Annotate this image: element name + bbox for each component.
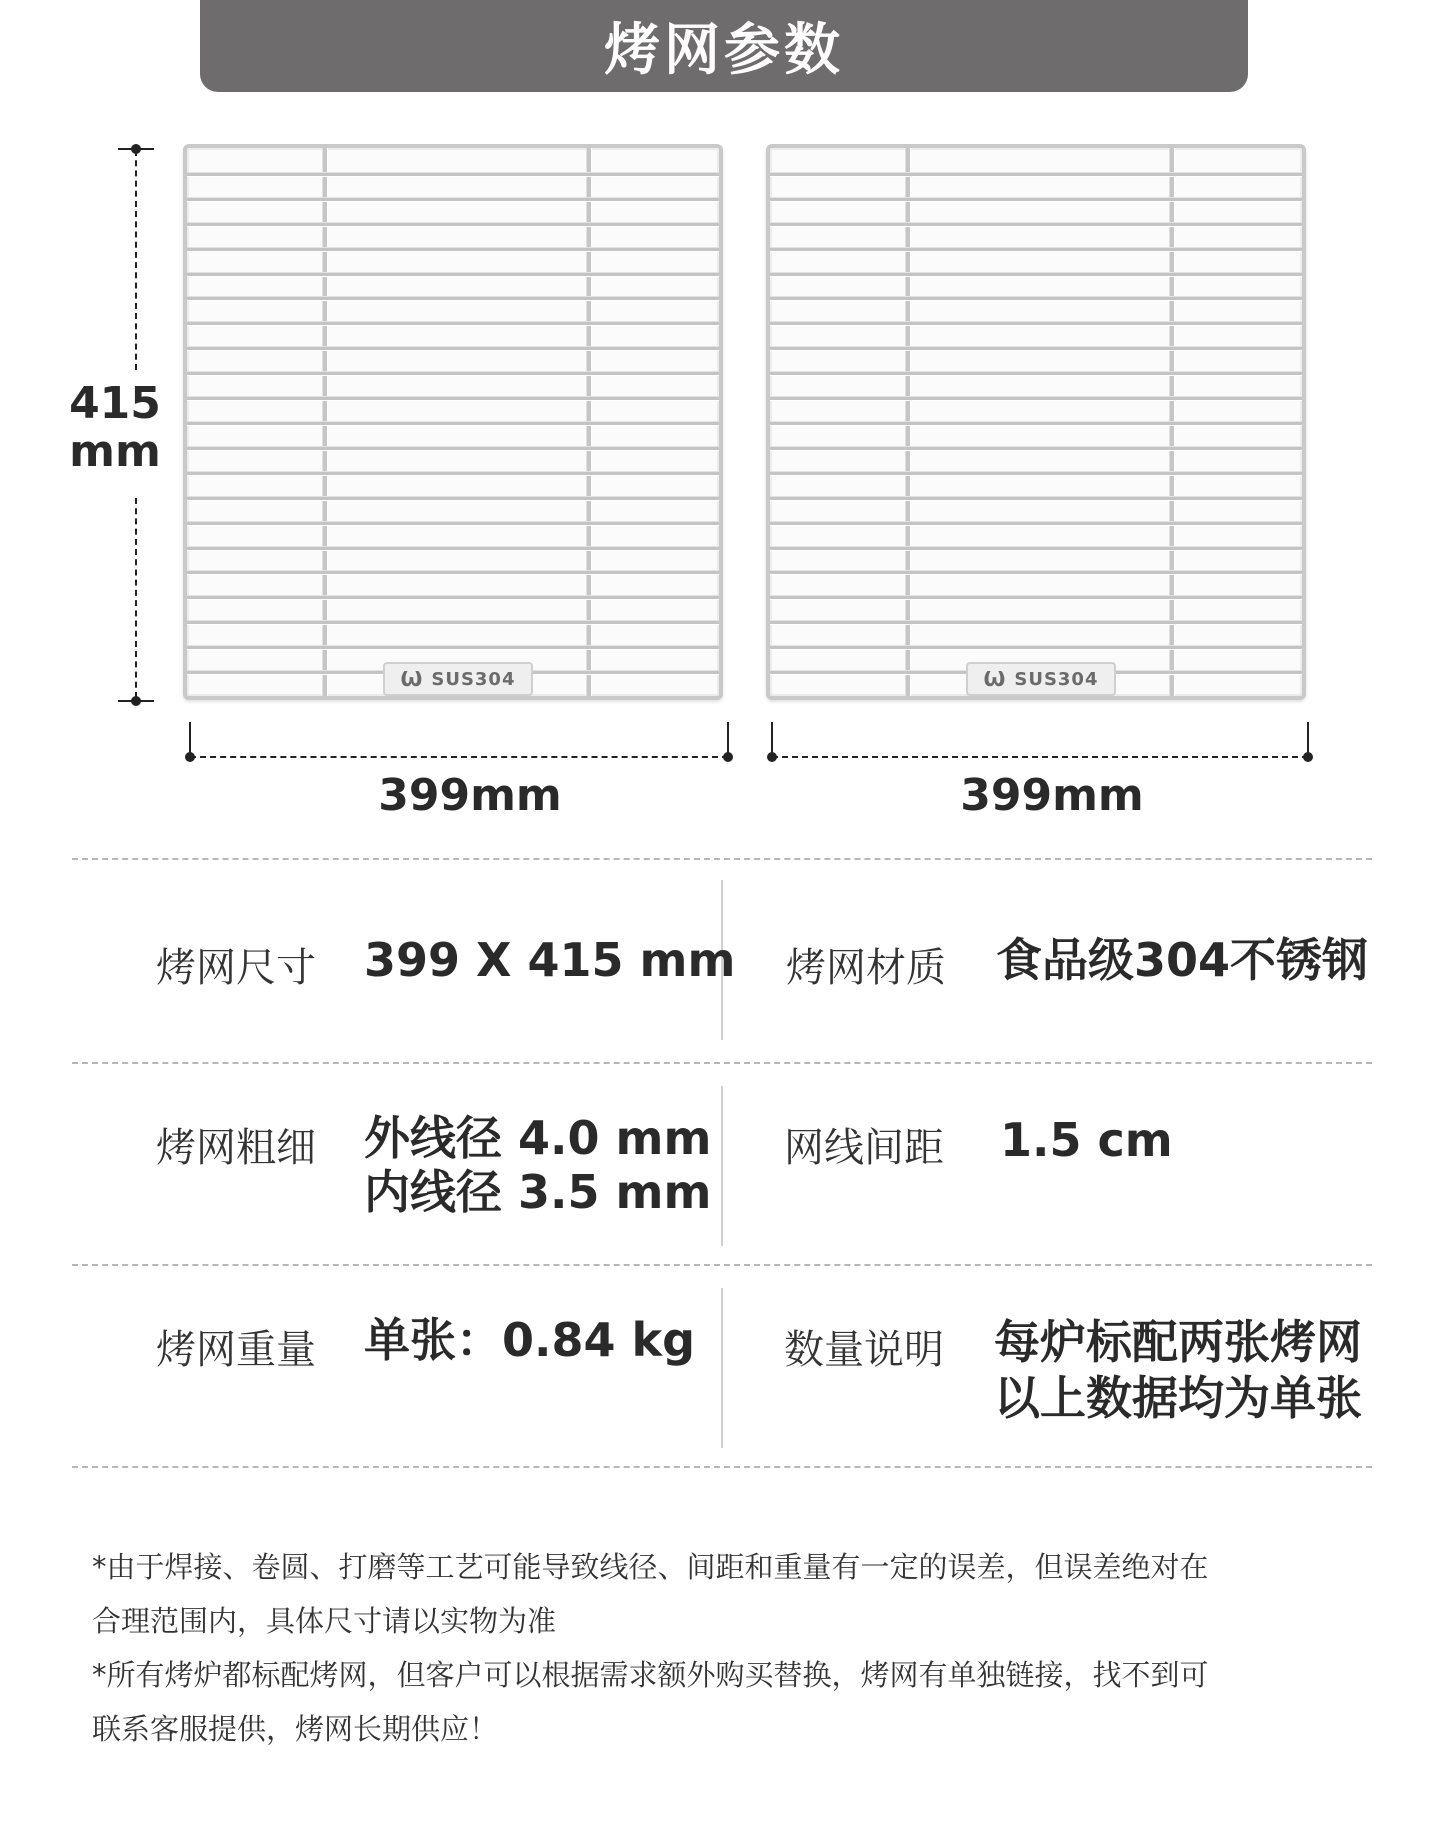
material-value: 食品级304不锈钢: [996, 933, 1369, 987]
section-title-banner: [200, 0, 1248, 92]
column-separator: [721, 1288, 723, 1448]
spacing-label: 网线间距: [784, 1125, 944, 1171]
grate-wire: [770, 372, 1302, 375]
grate-wire: [770, 422, 1302, 425]
grate-wire: [187, 397, 719, 400]
width-left-dot-end: [723, 752, 733, 762]
height-dim-label: [60, 380, 170, 477]
grate-wire: [187, 497, 719, 500]
grate-wire: [187, 173, 719, 176]
grate-wire: [770, 173, 1302, 176]
grate-tag-label: SUS304: [431, 668, 516, 690]
grate-wire: [187, 621, 719, 624]
grate-wire: [770, 571, 1302, 574]
width-right-dim-line: [772, 756, 1308, 758]
material-label: 烤网材质: [786, 945, 946, 991]
footnote-2-line-2: 联系客服提供，烤网长期供应！: [92, 1712, 499, 1746]
size-label: 烤网尺寸: [156, 945, 316, 991]
grate-wire: [187, 273, 719, 276]
section-title: 烤网参数: [604, 18, 844, 83]
grate-wire: [187, 372, 719, 375]
grate-wire: [770, 547, 1302, 550]
grate-wire: [187, 646, 719, 649]
width-left-dim-line: [190, 756, 728, 758]
grate-wire: [770, 322, 1302, 325]
grate-wire: [770, 472, 1302, 475]
grate-wire: [770, 223, 1302, 226]
weight-value: 单张：0.84 kg: [364, 1313, 696, 1367]
height-dim-line-upper: [135, 150, 137, 370]
thickness-outer: 外线径 4.0 mm: [364, 1111, 712, 1165]
height-value: 415: [69, 378, 161, 429]
grate-wire: [187, 422, 719, 425]
width-right-label: 399mm: [960, 770, 1144, 821]
grate-wire: [770, 297, 1302, 300]
grate-wire: [187, 571, 719, 574]
grate-wire: [187, 322, 719, 325]
grate-wire: [187, 198, 719, 201]
grate-wire: [187, 472, 719, 475]
grate-tag-left: [383, 662, 533, 696]
grate-wire: [770, 447, 1302, 450]
footnote-1-line-2: 合理范围内，具体尺寸请以实物为准: [92, 1604, 557, 1638]
weight-label: 烤网重量: [156, 1327, 316, 1373]
table-divider: [72, 1264, 1372, 1266]
quantity-label: 数量说明: [784, 1327, 944, 1373]
spacing-value: 1.5 cm: [1000, 1113, 1173, 1167]
quantity-line-2: 以上数据均为单张: [994, 1371, 1362, 1425]
grate-wire: [770, 248, 1302, 251]
grate-wire: [770, 347, 1302, 350]
height-unit: mm: [69, 426, 161, 478]
grate-wire: [187, 347, 719, 350]
thickness-inner: 内线径 3.5 mm: [364, 1165, 712, 1219]
grate-wire: [770, 522, 1302, 525]
height-dim-bottom-dot: [131, 696, 141, 706]
grate-wire: [770, 596, 1302, 599]
thickness-label: 烤网粗细: [156, 1125, 316, 1171]
grate-wire: [187, 547, 719, 550]
grate-wire: [770, 497, 1302, 500]
grate-wire: [770, 621, 1302, 624]
grate-tag-label: SUS304: [1014, 668, 1099, 690]
brand-logo-icon: Ѡ: [400, 667, 424, 691]
footnote-1: [92, 1540, 1372, 1648]
grill-grate-right: [766, 144, 1306, 700]
width-left-label: 399mm: [378, 770, 562, 821]
column-separator: [721, 1086, 723, 1246]
grate-wire: [770, 397, 1302, 400]
footnote-1-line-1: *由于焊接、卷圆、打磨等工艺可能导致线径、间距和重量有一定的误差，但误差绝对在: [92, 1550, 1209, 1584]
grill-grate-left: [183, 144, 723, 700]
grate-wire: [770, 646, 1302, 649]
grate-wire: [187, 596, 719, 599]
height-dim-line-lower: [135, 498, 137, 698]
table-divider: [72, 1062, 1372, 1064]
brand-logo-icon: Ѡ: [983, 667, 1007, 691]
table-divider: [72, 858, 1372, 860]
grate-wire: [187, 223, 719, 226]
quantity-line-1: 每炉标配两张烤网: [994, 1315, 1362, 1369]
footnote-2: [92, 1648, 1372, 1756]
grate-tag-right: [966, 662, 1116, 696]
grate-wire: [770, 198, 1302, 201]
size-value: 399 X 415 mm: [364, 933, 736, 987]
grate-wire: [187, 522, 719, 525]
grate-wire: [187, 447, 719, 450]
width-right-dot-end: [1303, 752, 1313, 762]
grate-wire: [770, 273, 1302, 276]
grate-wire: [187, 248, 719, 251]
footnote-2-line-1: *所有烤炉都标配烤网，但客户可以根据需求额外购买替换，烤网有单独链接，找不到可: [92, 1658, 1209, 1692]
table-divider: [72, 1466, 1372, 1468]
grate-wire: [187, 297, 719, 300]
